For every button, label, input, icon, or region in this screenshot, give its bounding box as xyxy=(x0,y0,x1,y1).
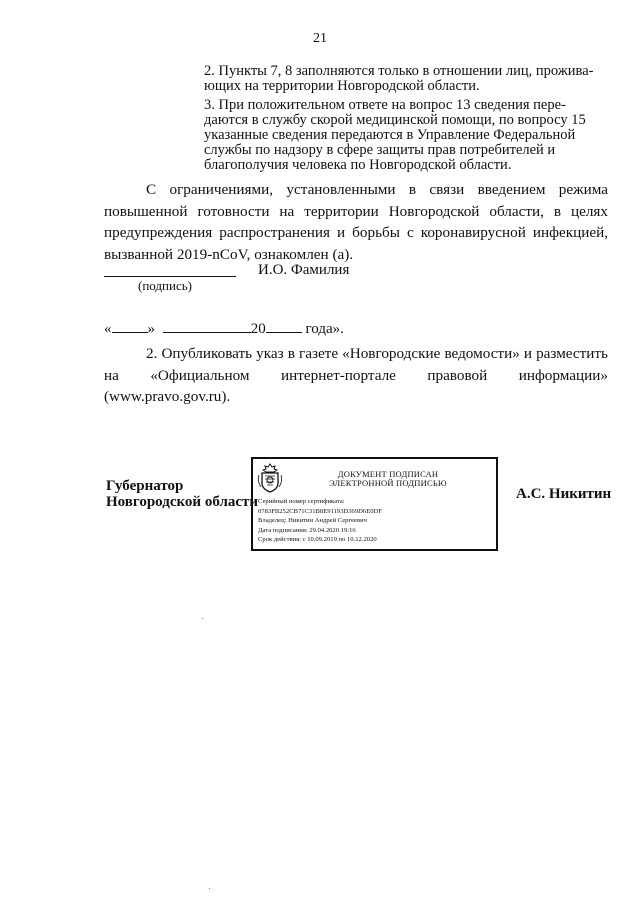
certificate-owner: Владелец: Никитин Андрей Сергеевич xyxy=(258,517,367,524)
date-line xyxy=(104,318,344,338)
signature-caption: (подпись) xyxy=(138,278,192,293)
signatory-title-line: Новгородской области xyxy=(106,494,259,510)
page-number: 21 xyxy=(313,31,327,46)
stamp-details xyxy=(258,497,382,545)
date-suffix: года». xyxy=(305,321,344,337)
date-close-quote: » xyxy=(147,321,155,337)
stamp-header xyxy=(283,470,493,488)
month-blank xyxy=(163,318,251,333)
publication-paragraph: 2. Опубликовать указ в газете «Новгородские ведомости» и разместить на «Официальном интернет-портале правовой информации» (www.pravo.gov.ru). xyxy=(104,345,608,405)
year-prefix: 20 xyxy=(250,321,266,337)
electronic-signature-stamp xyxy=(251,457,498,551)
note-item: 3. При положительном ответе на вопрос 13 сведения пере-даются в службу скорой медицинской помощи, по вопросу 15 указанные сведения передаются в Управление Федеральной службы по надзору в сфере защиты прав потребителей и благополучия человека по Новгородской области. xyxy=(204,97,586,173)
day-blank xyxy=(112,318,148,333)
certificate-serial-label: Серийный номер сертификата: xyxy=(258,498,345,505)
certificate-validity: Срок действия: с 10.09.2019 по 10.12.2020 xyxy=(258,536,377,543)
stamp-header-line: ЭЛЕКТРОННОЙ ПОДПИСЬЮ xyxy=(329,478,447,488)
signature-placeholder-name: И.О. Фамилия xyxy=(258,262,350,278)
note-item: 2. Пункты 7, 8 заполняются только в отношении лиц, прожива-ющих на территории Новгородской области. xyxy=(204,63,594,94)
signatory-name: А.С. Никитин xyxy=(516,486,612,502)
scan-speck xyxy=(202,618,203,619)
signatory-title xyxy=(106,478,258,510)
year-blank xyxy=(266,318,302,333)
scan-speck xyxy=(209,888,210,889)
signing-date: Дата подписания: 29.04.2020 19:16 xyxy=(258,526,356,534)
signatory-title-line: Губернатор xyxy=(106,478,184,494)
coat-of-arms-icon xyxy=(257,463,283,493)
date-open-quote: « xyxy=(104,321,112,337)
certificate-serial-value: 0783FB252CB71C31B8E91193D369D6E0DF xyxy=(258,507,382,515)
signature-line xyxy=(104,276,236,277)
acknowledgement-paragraph: С ограничениями, установленными в связи введением режима повышенной готовности на территории Новгородской области, в целях предупреждения распространения и борьбы с коронавирусной инфекцией, вызванной 2019-nCoV, ознакомлен (а). xyxy=(104,181,608,263)
stamp-header-line: ДОКУМЕНТ ПОДПИСАН xyxy=(337,469,439,479)
